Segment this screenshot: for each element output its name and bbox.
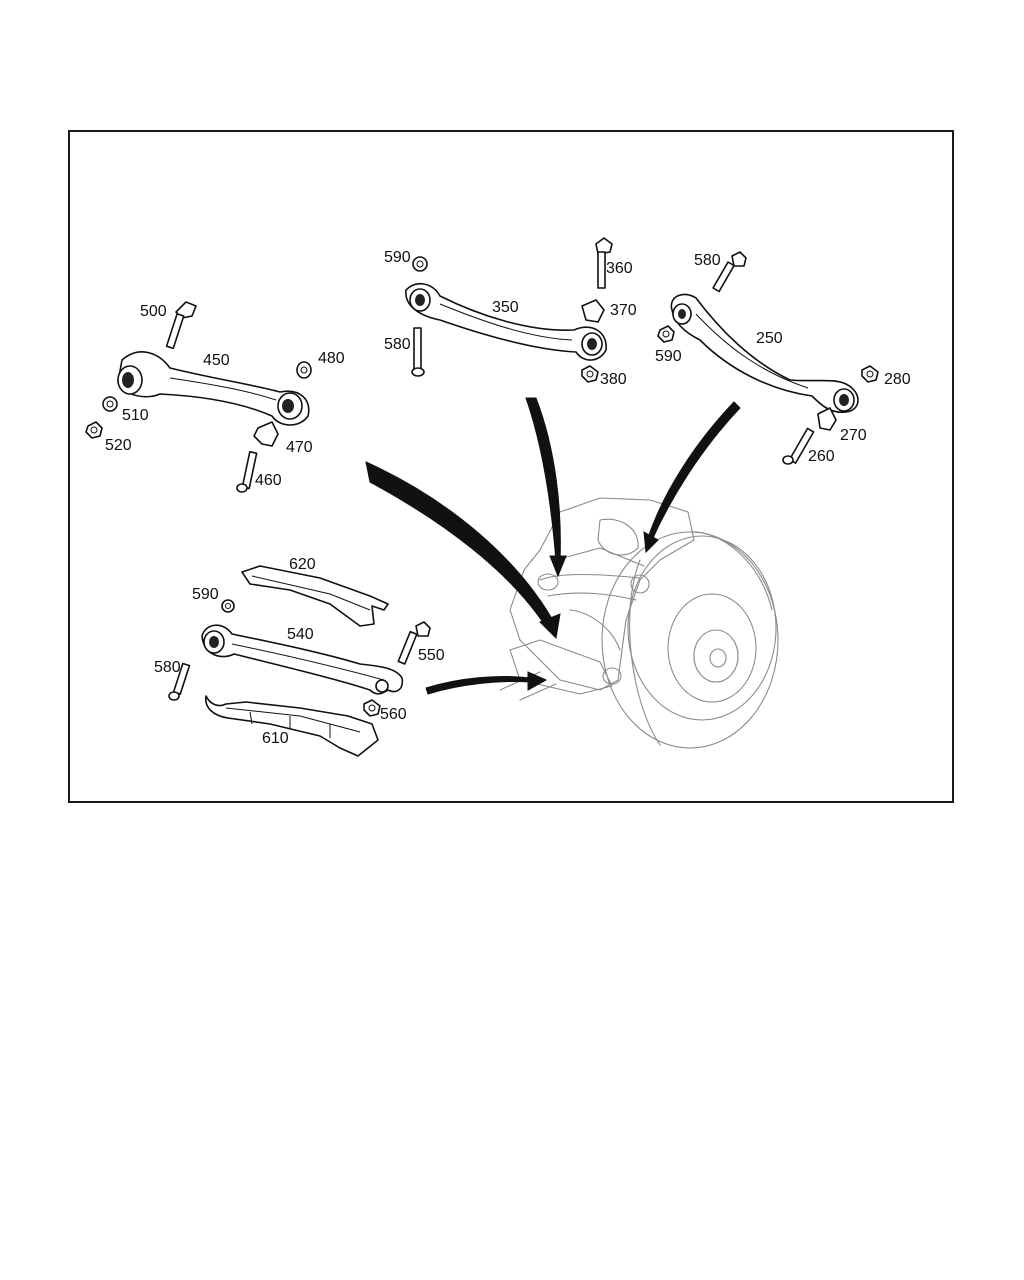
nut-590-right	[658, 326, 674, 342]
callout-350: 350	[492, 299, 519, 316]
callout-370: 370	[610, 302, 637, 319]
callout-590-lower: 590	[192, 586, 219, 603]
callout-450: 450	[203, 352, 230, 369]
bolt-580-top	[412, 328, 424, 376]
callout-480: 480	[318, 350, 345, 367]
nut-280	[862, 366, 878, 382]
callout-500: 500	[140, 303, 167, 320]
arrow-540-to-knuckle	[426, 676, 530, 694]
washer-590-lower	[222, 600, 234, 612]
nut-560	[364, 700, 380, 716]
control-arm-250	[671, 294, 858, 412]
arrow-350-to-knuckle	[526, 398, 560, 562]
callout-510: 510	[122, 407, 149, 424]
nut-520	[86, 422, 102, 438]
cover-610	[206, 696, 378, 756]
callout-540: 540	[287, 626, 314, 643]
eccentric-370	[582, 300, 604, 322]
bolt-500	[167, 302, 196, 348]
callout-590-right: 590	[655, 348, 682, 365]
callout-380: 380	[600, 371, 627, 388]
callout-520: 520	[105, 437, 132, 454]
callout-610: 610	[262, 730, 289, 747]
callout-470: 470	[286, 439, 313, 456]
callout-560: 560	[380, 706, 407, 723]
eccentric-470	[254, 422, 278, 446]
control-arm-350	[406, 284, 606, 360]
callout-280: 280	[884, 371, 911, 388]
callout-250: 250	[756, 330, 783, 347]
callout-590-top: 590	[384, 249, 411, 266]
washer-510	[103, 397, 117, 411]
bolt-460	[237, 452, 257, 492]
washer-590-top	[413, 257, 427, 271]
callout-620: 620	[289, 556, 316, 573]
callout-580-top: 580	[384, 336, 411, 353]
callout-360: 360	[606, 260, 633, 277]
callout-270: 270	[840, 427, 867, 444]
callout-580-lower: 580	[154, 659, 181, 676]
callout-580-right: 580	[694, 252, 721, 269]
arrow-250-to-knuckle	[648, 402, 740, 540]
callout-260: 260	[808, 448, 835, 465]
arrow-450-to-knuckle	[366, 462, 556, 630]
callout-460: 460	[255, 472, 282, 489]
washer-480	[297, 362, 311, 378]
cover-620	[242, 566, 388, 626]
callout-550: 550	[418, 647, 445, 664]
nut-380	[582, 366, 598, 382]
